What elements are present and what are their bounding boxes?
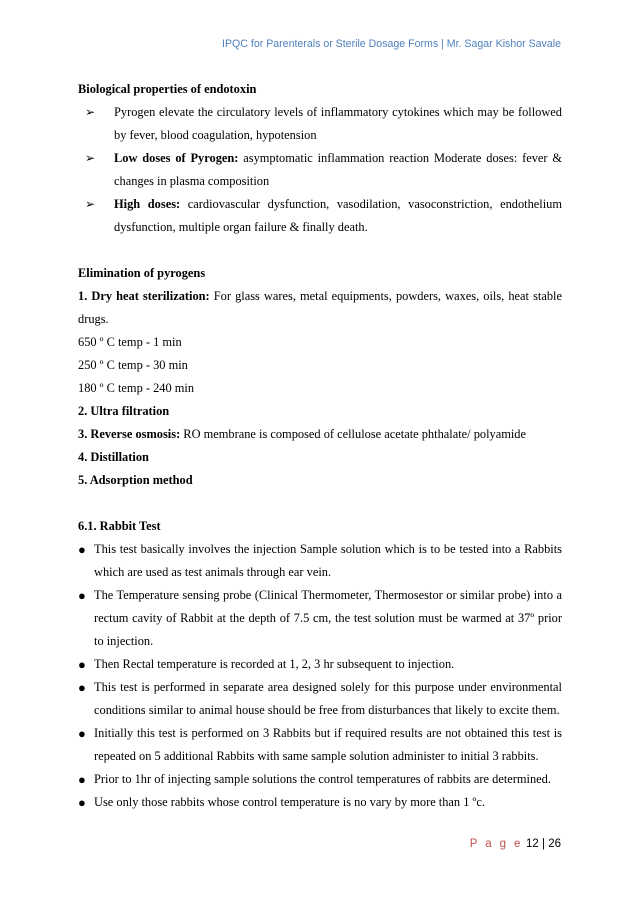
running-header: IPQC for Parenterals or Sterile Dosage Forms | Mr. Sagar Kishor Savale (222, 38, 561, 50)
list-item: ● This test basically involves the injection Sample solution which is to be tested into a Rabbits which are used as test animals through ear vein. (78, 538, 562, 584)
dot-bullet-icon: ● (78, 772, 86, 787)
rabbit-test-heading: 6.1. Rabbit Test (78, 519, 161, 533)
dot-bullet-icon: ● (78, 588, 86, 603)
rabbit-test-list (78, 538, 562, 814)
list-item: ● This test is performed in separate area designed solely for this purpose under environmental conditions similar to animal house should be free from disturbances that likely to excite them. (78, 676, 562, 722)
elimination-heading: Elimination of pyrogens (78, 266, 206, 280)
temp-line: 250 º C temp - 30 min (78, 358, 188, 372)
arrow-bullet-icon: ➢ (85, 151, 96, 165)
list-item: ● Use only those rabbits whose control temperature is no vary by more than 1 ºc. (78, 791, 562, 814)
list-item: ➢ Pyrogen elevate the circulatory levels of inflammatory cytokines which may be followed by fever, blood coagulation, hypotension (78, 101, 562, 147)
list-item: ● Initially this test is performed on 3 Rabbits but if required results are not obtained this test is repeated on 5 additional Rabbits with same sample solution administer to initial 3 rabbits. (78, 722, 562, 768)
temp-line: 180 º C temp - 240 min (78, 381, 195, 395)
list-item: ● The Temperature sensing probe (Clinical Thermometer, Thermosestor or similar probe) into a rectum cavity of Rabbit at the depth of 7.5 cm, the test solution must be warmed at 37º prior to injection. (78, 584, 562, 653)
biological-heading: Biological properties of endotoxin (78, 82, 257, 96)
dot-bullet-icon: ● (78, 657, 86, 672)
temp-line: 650 º C temp - 1 min (78, 335, 182, 349)
arrow-bullet-icon: ➢ (85, 105, 96, 119)
distillation: 4. Distillation (78, 450, 149, 464)
dot-bullet-icon: ● (78, 795, 86, 810)
page-number: 12 | 26 (526, 838, 561, 850)
dry-heat-paragraph: 1. Dry heat sterilization: For glass wares, metal equipments, powders, waxes, oils, heat stable drugs. (78, 289, 562, 326)
list-item: ● Then Rectal temperature is recorded at 1, 2, 3 hr subsequent to injection. (78, 653, 562, 676)
list-item: ➢ Low doses of Pyrogen: asymptomatic inflammation reaction Moderate doses: fever & changes in plasma composition (78, 147, 562, 193)
list-item: ➢ High doses: cardiovascular dysfunction, vasodilation, vasoconstriction, endothelium dysfunction, multiple organ failure & finally death. (78, 193, 562, 239)
dot-bullet-icon: ● (78, 542, 86, 557)
adsorption-method: 5. Adsorption method (78, 473, 193, 487)
dot-bullet-icon: ● (78, 680, 86, 695)
arrow-bullet-icon: ➢ (85, 197, 96, 211)
list-item: ● Prior to 1hr of injecting sample solutions the control temperatures of rabbits are determined. (78, 768, 562, 791)
dot-bullet-icon: ● (78, 726, 86, 741)
page-footer (0, 838, 561, 850)
ultra-filtration: 2. Ultra filtration (78, 404, 170, 418)
reverse-osmosis: 3. Reverse osmosis: RO membrane is composed of cellulose acetate phthalate/ polyamide (78, 427, 526, 441)
page-label: P a g e (469, 838, 523, 850)
page-content (78, 78, 562, 814)
biological-list (78, 101, 562, 239)
